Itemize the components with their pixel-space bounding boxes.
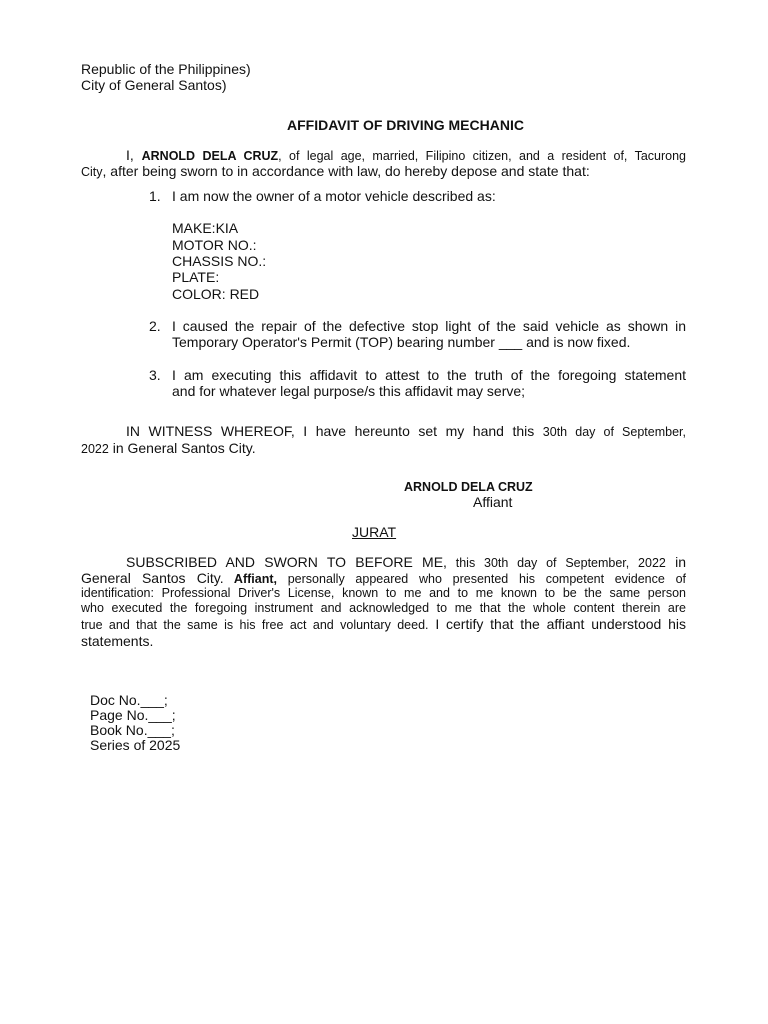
- witness-place: in General Santos City.: [108, 440, 256, 456]
- vehicle-chassis-no: CHASSIS NO.:: [172, 253, 267, 269]
- intro-city-word: City: [81, 165, 103, 179]
- affiant-name-intro: ARNOLD DELA CRUZ: [141, 149, 279, 163]
- jurat-line-5: [81, 616, 686, 632]
- vehicle-make: MAKE:KIA: [172, 220, 239, 236]
- item-2-line-2: Temporary Operator's Permit (TOP) bearing number ___ and is now fixed.: [172, 334, 631, 350]
- item-3-line-2: and for whatever legal purpose/s this affidavit may serve;: [172, 383, 526, 399]
- witness-part-1: IN WITNESS WHEREOF, I have hereunto set my hand this: [126, 423, 543, 439]
- jurat-sworn: SUBSCRIBED AND SWORN TO BEFORE ME,: [126, 554, 447, 570]
- jurat-date: 30th day of September, 2022: [484, 556, 666, 570]
- intro-line-1: [81, 147, 686, 163]
- jurat-free-act: true and that the same is his free act and voluntary deed.: [81, 618, 429, 632]
- vehicle-motor-no: MOTOR NO.:: [172, 237, 257, 253]
- header-republic: Republic of the Philippines): [81, 61, 251, 77]
- record-doc-no: Doc No.___;: [90, 692, 168, 708]
- intro-i: I,: [126, 147, 142, 163]
- witness-date: 30th day of September,: [542, 425, 686, 439]
- jurat-affiant: Affiant,: [223, 572, 277, 586]
- jurat-in: in: [665, 554, 686, 570]
- item-3-number: 3.: [149, 367, 161, 383]
- jurat-line-3: identification: Professional Driver's License, known to me and to me known to be the same person: [81, 586, 686, 600]
- jurat-line-4: who executed the foregoing instrument and acknowledged to me that the whole content therein are: [81, 601, 686, 615]
- jurat-certify: I certify that the affiant understood his: [428, 616, 687, 632]
- jurat-heading: JURAT: [352, 524, 397, 540]
- jurat-appeared: personally appeared who presented his competent evidence of: [276, 572, 686, 586]
- signature-name: ARNOLD DELA CRUZ: [404, 480, 533, 494]
- vehicle-plate: PLATE:: [172, 269, 220, 285]
- item-3-line-1: I am executing this affidavit to attest to the truth of the foregoing statement: [172, 367, 686, 383]
- record-page-no: Page No.___;: [90, 707, 176, 723]
- signature-role: Affiant: [473, 494, 513, 510]
- item-1-number: 1.: [149, 188, 161, 204]
- item-2-number: 2.: [149, 318, 161, 334]
- jurat-line-1: [81, 554, 686, 570]
- intro-rest-1: , of legal age, married, Filipino citizen, and a resident of, Tacurong: [278, 149, 686, 163]
- witness-line-2: [81, 440, 256, 456]
- jurat-line-6: statements.: [81, 633, 154, 649]
- header-city: City of General Santos): [81, 77, 227, 93]
- intro-line-2: [81, 163, 590, 179]
- item-1-text: I am now the owner of a motor vehicle described as:: [172, 188, 496, 204]
- item-2-line-1: I caused the repair of the defective stop light of the said vehicle as shown in: [172, 318, 686, 334]
- jurat-place: General Santos City.: [81, 570, 224, 586]
- jurat-line-2: [81, 570, 686, 586]
- witness-year: 2022: [81, 442, 109, 456]
- document-title: AFFIDAVIT OF DRIVING MECHANIC: [287, 117, 524, 133]
- intro-rest-2: , after being sworn to in accordance with law, do hereby depose and state that:: [102, 163, 590, 179]
- jurat-this: this: [446, 556, 485, 570]
- record-book-no: Book No.___;: [90, 722, 175, 738]
- vehicle-color: COLOR: RED: [172, 286, 260, 302]
- record-series: Series of 2025: [90, 737, 181, 753]
- witness-line-1: [81, 423, 686, 439]
